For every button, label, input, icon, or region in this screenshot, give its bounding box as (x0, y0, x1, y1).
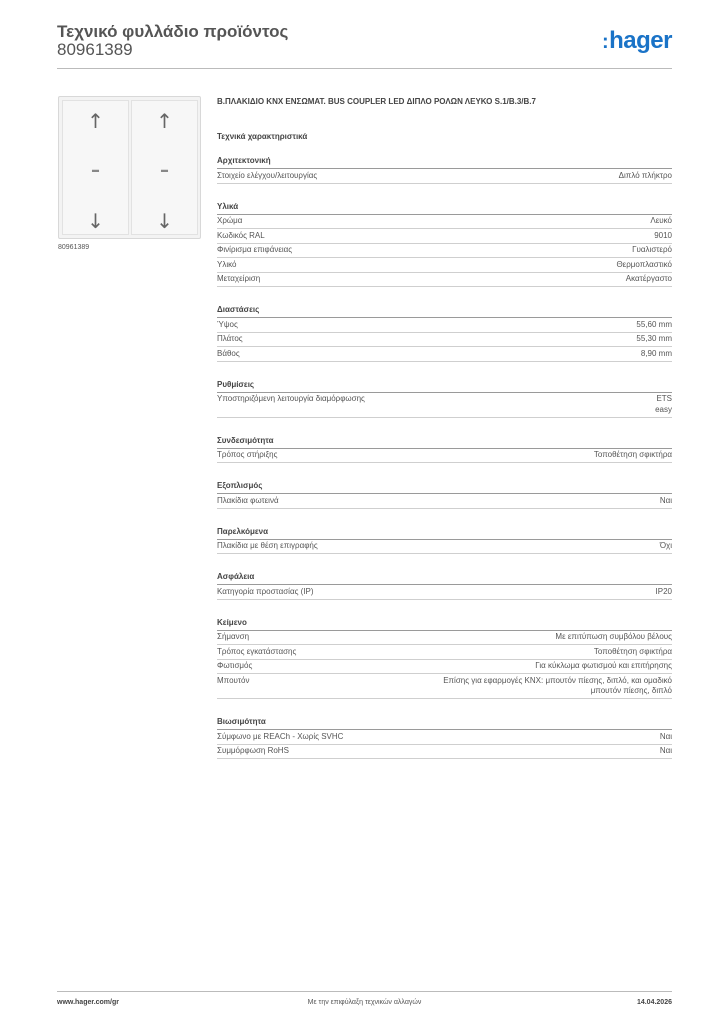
spec-value: 55,60 mm (636, 319, 672, 329)
website-link[interactable]: www.hager.com/gr (57, 999, 119, 1006)
spec-label: Τρόπος στήριξης (217, 450, 278, 459)
spec-value: Όχι (659, 541, 672, 550)
spec-row (217, 645, 672, 660)
spec-row (217, 674, 672, 699)
spec-group-title: Ασφάλεια (217, 572, 672, 585)
spec-row (217, 393, 672, 418)
spec-content (217, 96, 672, 759)
spec-row (217, 730, 672, 745)
spec-label: Μεταχείριση (217, 274, 261, 283)
spec-row (217, 494, 672, 509)
spec-row (217, 585, 672, 600)
spec-group (217, 481, 672, 509)
spec-value: Τοποθέτηση σφικτήρα (593, 450, 672, 459)
spec-group-title: Αρχιτεκτονική (217, 156, 672, 169)
spec-group-title: Συνδεσιμότητα (217, 436, 672, 449)
spec-group-title: Ρυθμίσεις (217, 380, 672, 393)
left-rocker (62, 100, 129, 235)
spec-value: ETS easy (655, 394, 672, 414)
spec-value: Ναι (659, 746, 672, 755)
spec-group (217, 202, 672, 288)
spec-value: Ναι (659, 495, 672, 505)
spec-row (217, 347, 672, 362)
spec-group (217, 527, 672, 555)
spec-row (217, 333, 672, 348)
disclaimer: Με την επιφύλαξη τεχνικών αλλαγών (307, 999, 422, 1006)
specs-heading: Τεχνικά χαρακτηριστικά (217, 132, 308, 141)
spec-row (217, 449, 672, 464)
spec-label: Κατηγορία προστασίας (IP) (217, 586, 314, 596)
spec-value: Θερμοπλαστικό (616, 259, 672, 269)
right-rocker (131, 100, 198, 235)
product-code: 80961389 (57, 40, 133, 59)
spec-group-title: Παρελκόμενα (217, 527, 672, 540)
spec-label: Τρόπος εγκατάστασης (217, 646, 297, 656)
spec-group-title: Κείμενο (217, 618, 672, 631)
spec-label: Στοιχείο ελέγχου/λειτουργίας (217, 170, 318, 180)
spec-value: 55,30 mm (636, 334, 672, 343)
spec-label: Συμμόρφωση RoHS (217, 746, 289, 755)
spec-row (217, 169, 672, 184)
arrow-down-icon: ↓ (156, 209, 173, 233)
spec-group (217, 717, 672, 759)
spec-row (217, 540, 672, 555)
spec-label: Πλακίδια φωτεινά (217, 495, 279, 505)
spec-row (217, 318, 672, 333)
spec-label: Κωδικός RAL (217, 230, 265, 240)
spec-label: Βάθος (217, 348, 240, 358)
spec-label: Σήμανση (217, 632, 250, 641)
hager-logo (602, 28, 672, 55)
spec-row (217, 244, 672, 259)
footer-divider (57, 991, 672, 992)
spec-label: Ύψος (217, 319, 238, 329)
spec-value: Με επιτύπωση συμβόλου βέλους (555, 632, 672, 641)
spec-row (217, 215, 672, 230)
spec-row (217, 229, 672, 244)
spec-group (217, 618, 672, 700)
spec-value: 9010 (654, 230, 672, 240)
spec-group (217, 572, 672, 600)
spec-value: IP20 (655, 586, 672, 596)
led-dash-icon: – (160, 160, 169, 181)
document-date: 14.04.2026 (636, 999, 672, 1006)
spec-group (217, 156, 672, 184)
page-footer (57, 995, 672, 1011)
spec-group-title: Εξοπλισμός (217, 481, 672, 494)
spec-value: Γυαλιστερό (632, 245, 672, 254)
spec-group (217, 305, 672, 362)
spec-group-title: Βιωσιμότητα (217, 717, 672, 730)
spec-label: Πλάτος (217, 334, 243, 343)
spec-group-title: Υλικά (217, 202, 672, 215)
logo-prefix: : (601, 31, 609, 53)
spec-value: Διπλό πλήκτρο (618, 170, 672, 180)
spec-row (217, 745, 672, 760)
spec-label: Χρώμα (217, 216, 243, 225)
spec-value: 8,90 mm (640, 348, 672, 358)
led-dash-icon: – (91, 160, 100, 181)
arrow-up-icon: ↑ (156, 109, 173, 133)
arrow-down-icon: ↓ (87, 209, 104, 233)
header-divider (57, 68, 672, 69)
spec-value: Επίσης για εφαρμογές KNX: μπουτόν πίεσης, διπλό, και ομαδικό μπουτόν πίεσης, διπλό (443, 675, 672, 695)
spec-group-title: Διαστάσεις (217, 305, 672, 318)
spec-row (217, 631, 672, 646)
spec-label: Φινίρισμα επιφάνειας (217, 245, 293, 254)
spec-label: Φωτισμός (217, 661, 253, 670)
spec-groups (217, 156, 672, 759)
spec-row (217, 258, 672, 273)
spec-label: Μπουτόν (217, 675, 250, 685)
spec-label: Υλικό (217, 259, 237, 269)
page-header (57, 20, 672, 70)
spec-label: Πλακίδια με θέση επιγραφής (217, 541, 318, 550)
product-image (58, 96, 201, 239)
spec-value: Τοποθέτηση σφικτήρα (593, 646, 672, 656)
spec-row (217, 660, 672, 675)
spec-value: Ακατέργαστο (625, 274, 672, 283)
document-title: Τεχνικό φυλλάδιο προϊόντος (57, 22, 289, 41)
spec-label: Υποστηριζόμενη λειτουργία διαμόρφωσης (217, 394, 365, 403)
spec-value: Για κύκλωμα φωτισμού και επιτήρησης (535, 661, 672, 670)
spec-group (217, 380, 672, 418)
spec-value: Ναι (659, 731, 672, 741)
image-caption: 80961389 (58, 244, 90, 251)
spec-value: Λευκό (650, 216, 672, 225)
spec-row (217, 273, 672, 288)
spec-group (217, 436, 672, 464)
product-name: Β.ΠΛΑΚΙΔΙΟ KNX ΕΝΣΩΜΑΤ. BUS COUPLER LED ΔΙΠΛΟ ΡΟΛΩΝ ΛΕΥΚΟ S.1/B.3/B.7 (217, 97, 536, 106)
spec-label: Σύμφωνο με REACh - Χωρίς SVHC (217, 731, 344, 741)
logo-text: hager (609, 27, 672, 54)
arrow-up-icon: ↑ (87, 109, 104, 133)
